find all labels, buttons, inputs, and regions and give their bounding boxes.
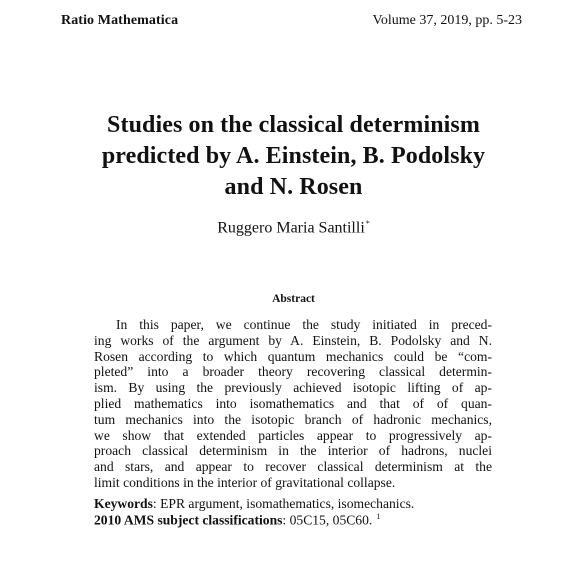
abstract-line: limit conditions in the interior of gravitational collapse. xyxy=(94,474,396,490)
keywords-label: Keywords xyxy=(94,496,153,511)
abstract-line: and stars, and appear to recover classical determinism at the xyxy=(94,459,492,475)
title-line: predicted by A. Einstein, B. Podolsky xyxy=(101,143,486,169)
abstract-line: ing works of the argument by A. Einstein, B. Podolsky and N. xyxy=(94,332,492,348)
abstract-line: proach classical determinism in the interior of hadrons, nuclei xyxy=(94,443,492,459)
abstract-line: pleted” into a broader theory recovering classical determin- xyxy=(94,364,492,380)
ams-classification-line xyxy=(94,512,380,529)
abstract-line: ism. By using the previously achieved isotopic lifting of ap- xyxy=(94,380,492,396)
author-name: Ruggero Maria Santilli xyxy=(217,219,365,237)
abstract-body xyxy=(94,317,492,491)
journal-name: Ratio Mathematica xyxy=(61,13,179,28)
volume-info: Volume 37, 2019, pp. 5-23 xyxy=(372,13,522,28)
keywords-line xyxy=(94,496,414,512)
abstract-line: plied mathematics into isomathematics and that of of quan- xyxy=(94,395,492,411)
abstract-heading: Abstract xyxy=(272,293,315,305)
abstract-line: tum mechanics into the isotopic branch of hadronic mechanics, xyxy=(94,411,492,427)
paper-title xyxy=(40,110,547,203)
keywords-value: : EPR argument, isomathematics, isomechanics. xyxy=(152,496,415,511)
ams-label: 2010 AMS subject classifications xyxy=(94,512,283,528)
author-line xyxy=(40,219,547,237)
title-line: Studies on the classical determinism xyxy=(107,112,480,138)
author-footnote-mark: * xyxy=(365,219,370,228)
ams-value: : 05C15, 05C60. xyxy=(282,512,373,528)
abstract-line: we show that extended particles appear to progressively ap- xyxy=(94,427,492,443)
ams-footnote-mark: 1 xyxy=(376,512,381,521)
abstract-line: In this paper, we continue the study initiated in preced- xyxy=(116,317,492,332)
title-line: and N. Rosen xyxy=(224,174,363,200)
abstract-line: Rosen according to which quantum mechanics could be “com- xyxy=(94,348,492,364)
